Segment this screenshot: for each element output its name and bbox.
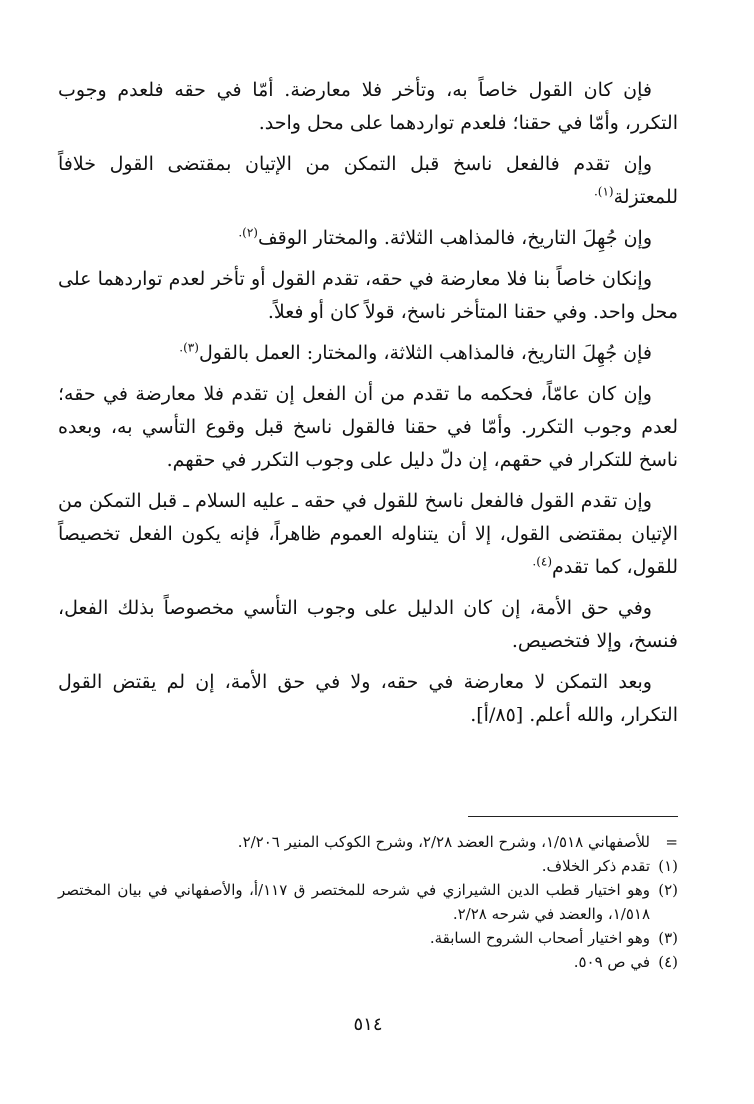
footnote-4 xyxy=(58,950,678,974)
paragraph-9: وبعد التمكن لا معارضة في حقه، ولا في حق الأمة، إن لم يقتض القول التكرار، والله أعلم. [٨٥/أ]. xyxy=(58,671,678,726)
paragraph-5: فإن جُهِلَ التاريخ، فالمذاهب الثلاثة، والمختار: العمل بالقول$^{(٣).}$ xyxy=(179,340,652,364)
footnote-2 xyxy=(58,878,678,926)
footnote-text: للأصفهاني ١/٥١٨، وشرح العضد ٢/٢٨، وشرح الكوكب المنير ٢/٢٠٦. xyxy=(237,833,650,851)
footnote-number: (١) xyxy=(658,857,678,875)
paragraph-8: وفي حق الأمة، إن كان الدليل على وجوب التأسي مخصوصاً بذلك الفعل، فنسخ، وإلا فتخصيص. xyxy=(58,597,678,652)
paragraph-4: وإنكان خاصاً بنا فلا معارضة في حقه، تقدم القول أو تأخر لعدم تواردهما على محل واحد. وفي حقنا المتأخر ناسخ، قولاً كان أو فعلاً. xyxy=(58,268,678,323)
paragraph-2: وإن تقدم فالفعل ناسخ قبل التمكن من الإتيان بمقتضى القول خلافاً للمعتزلة$^{(١).}$ xyxy=(58,153,678,208)
footnote-ref-4: (٤). xyxy=(532,554,553,569)
footnote-1 xyxy=(58,854,678,878)
page-number: ٥١٤ xyxy=(353,1014,383,1035)
footnotes xyxy=(58,830,678,974)
footnote-number: = xyxy=(665,833,678,851)
footnote-continuation xyxy=(58,830,678,854)
footnote-ref-3: (٣). xyxy=(179,340,199,355)
book-page xyxy=(58,0,678,1104)
footnote-number: (٢) xyxy=(658,881,678,899)
paragraph-6: وإن كان عامّاً، فحكمه ما تقدم من أن الفعل إن تقدم فلا معارضة في حقه؛ لعدم وجوب التكرر. وأمّا في حقنا فالقول ناسخ قبل وقوع التأسي به، وبعده ناسخ للتكرار في حقهم، إن دلّ دليل على وجوب التكرر في حقهم. xyxy=(58,383,678,471)
footnote-text: وهو اختيار أصحاب الشروح السابقة. xyxy=(429,929,650,947)
footnote-number: (٤) xyxy=(658,953,678,971)
footnote-text: وهو اختيار قطب الدين الشيرازي في شرحه للمختصر ق ١١٧/أ، والأصفهاني في بيان المختصر ١/٥١٨، والعضد في شرحه ٢/٢٨. xyxy=(58,881,651,923)
footnote-text: في ص ٥٠٩. xyxy=(573,953,650,971)
footnote-3 xyxy=(58,926,678,950)
footnote-number: (٣) xyxy=(658,929,678,947)
footnote-ref-1: (١). xyxy=(593,184,614,199)
main-text xyxy=(58,74,678,740)
footnote-text: تقدم ذكر الخلاف. xyxy=(541,857,650,875)
paragraph-3: وإن جُهِلَ التاريخ، فالمذاهب الثلاثة. والمختار الوقف$^{(٢).}$ xyxy=(238,225,652,249)
footnote-separator xyxy=(468,816,678,817)
paragraph-1: فإن كان القول خاصاً به، وتأخر فلا معارضة. أمّا في حقه فلعدم وجوب التكرر، وأمّا في حقنا؛ فلعدم تواردهما على محل واحد. xyxy=(58,79,678,134)
footnote-ref-2: (٢). xyxy=(238,225,258,240)
paragraph-7: وإن تقدم القول فالفعل ناسخ للقول في حقه ـ عليه السلام ـ قبل التمكن من الإتيان بمقتضى القول، إلا أن يتناوله العموم ظاهراً، فإنه يكون الفعل تخصيصاً للقول، كما تقدم$^{(٤).}$ xyxy=(58,490,678,578)
